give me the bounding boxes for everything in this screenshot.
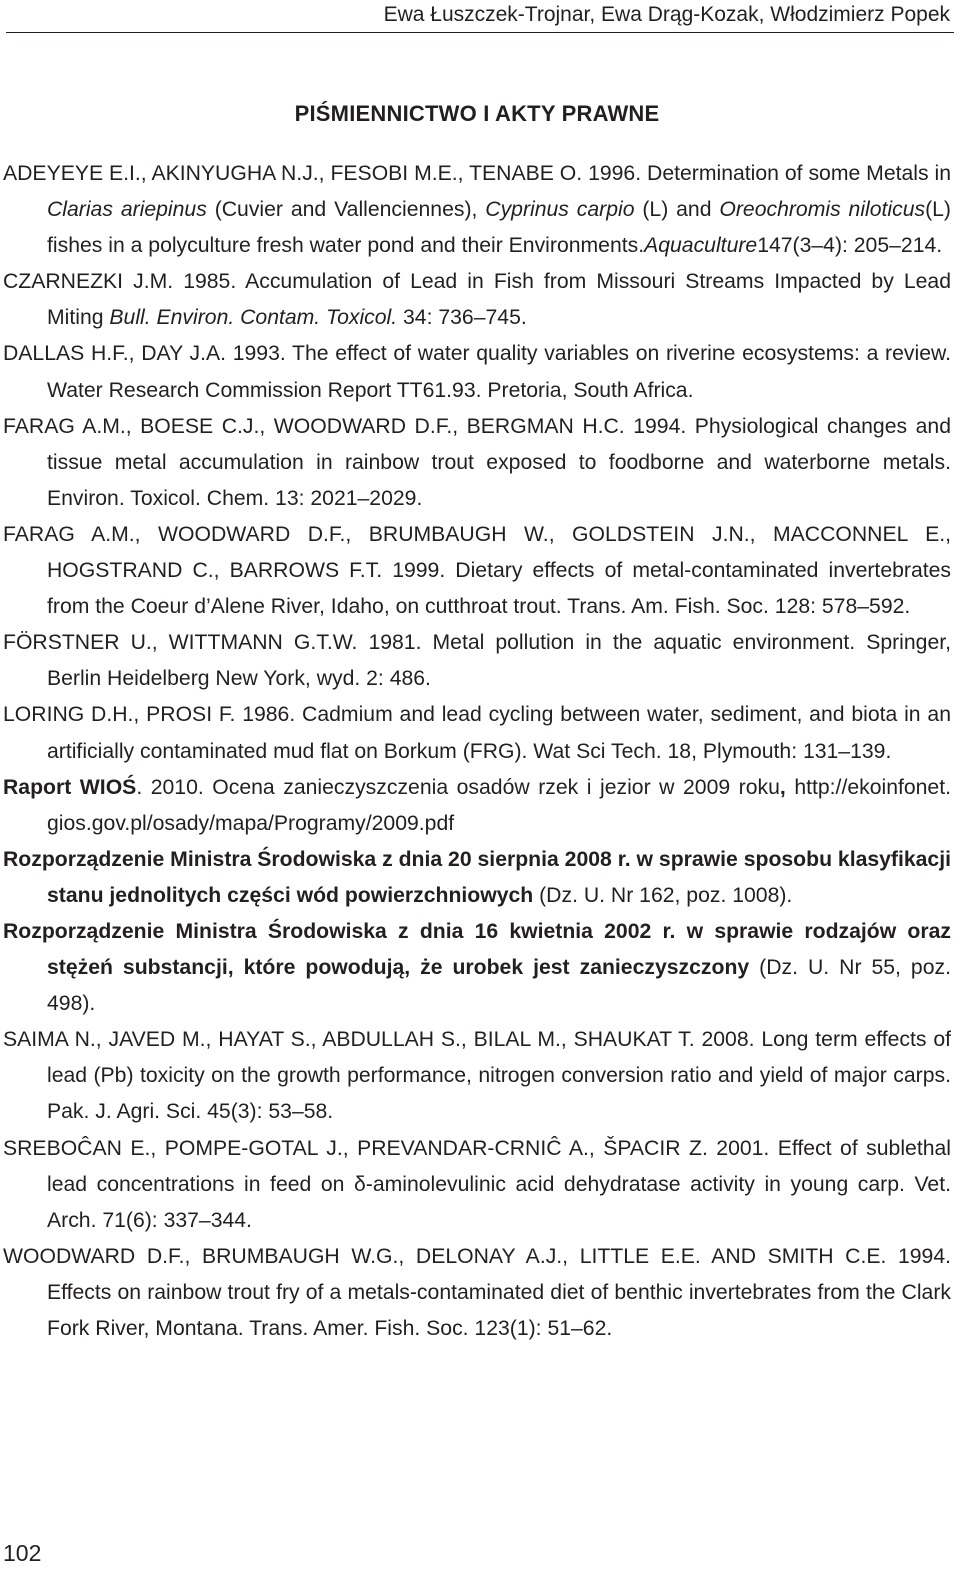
reference-text: (Dz. U. Nr 162, poz. 1008). <box>533 883 793 907</box>
reference-italic-text: Cyprinus carpio <box>485 198 635 222</box>
reference-entry <box>3 697 951 769</box>
section-title: PIŚMIENNICTWO I AKTY PRAWNE <box>294 101 660 126</box>
reference-entry <box>3 1022 951 1130</box>
reference-entry <box>3 156 951 264</box>
reference-entry <box>3 409 951 517</box>
reference-text: CZARNEZKI J.M. 1985. Accumulation of Lead in Fish from Missouri Streams Impacted by Lead Miting <box>3 270 951 330</box>
reference-entry <box>3 336 951 408</box>
reference-text: . 2010. Ocena zanieczyszczenia osadów rzek i jezior w 2009 roku <box>136 775 780 799</box>
reference-text: (Dz. U. Nr 55, poz. 498). <box>47 956 951 1016</box>
reference-bold-text: Rozporządzenie Ministra Środowiska z dnia 16 kwietnia 2002 r. w sprawie rodzajów oraz stężeń substancji, które powodują, że urobek jest zanieczyszczony <box>3 919 951 980</box>
reference-text: SREBOĈAN E., POMPE-GOTAL J., PREVANDAR-CRNIĈ A., ŠPACIR Z. 2001. Effect of sublethal lead concentrations in feed on δ-aminolevulinic acid dehydratase activity in young carp. Vet. Arch. 71(6): 337–344. <box>3 1136 951 1232</box>
reference-text: DALLAS H.F., DAY J.A. 1993. The effect of water quality variables on riverine ecosystems: a review. Water Research Commission Report TT61.93. Pretoria, South Africa. <box>3 342 951 402</box>
reference-text: FARAG A.M., WOODWARD D.F., BRUMBAUGH W., GOLDSTEIN J.N., MACCONNEL E., HOGSTRAND C., BARROWS F.T. 1999. Dietary effects of metal-contaminated invertebrates from the Coeur d’Alene River, Idaho, on cutthroat trout. Trans. Am. Fish. Soc. 128: 578–592. <box>3 522 951 619</box>
page-number: 102 <box>3 1540 42 1566</box>
reference-text: FARAG A.M., BOESE C.J., WOODWARD D.F., BERGMAN H.C. 1994. Physiological changes and tissue metal accumulation in rainbow trout exposed to foodborne and waterborne metals. Environ. Toxicol. Chem. 13: 2021–2029. <box>3 414 951 510</box>
reference-text: ADEYEYE E.I., AKINYUGHA N.J., FESOBI M.E., TENABE O. 1996. Determination of some Metals in <box>3 162 951 185</box>
reference-text: LORING D.H., PROSI F. 1986. Cadmium and lead cycling between water, sediment, and biota in an artificially contaminated mud flat on Borkum (FRG). Wat Sci Tech. 18, Plymouth: 131–139. <box>3 703 951 763</box>
running-header-authors: Ewa Łuszczek-Trojnar, Ewa Drąg-Kozak, Włodzimierz Popek <box>383 3 950 26</box>
reference-text: 34: 736–745. <box>397 306 527 330</box>
reference-entry <box>3 264 951 336</box>
reference-entry <box>3 625 951 697</box>
reference-bold-text: Raport WIOŚ <box>3 775 137 799</box>
reference-entry <box>3 770 951 842</box>
reference-text: WOODWARD D.F., BRUMBAUGH W.G., DELONAY A.J., LITTLE E.E. AND SMITH C.E. 1994. Effects on rainbow trout fry of a metals-contaminated diet of benthic invertebrates from the Clark Fork River, Montana. Trans. Amer. Fish. Soc. 123(1): 51–62. <box>3 1244 951 1340</box>
reference-text: (Cuvier and Vallenciennes), <box>206 198 486 222</box>
reference-text: SAIMA N., JAVED M., HAYAT S., ABDULLAH S., BILAL M., SHAUKAT T. 2008. Long term effects of lead (Pb) toxicity on the growth performance, nitrogen conversion ratio and yield of major carps. Pak. J. Agri. Sci. 45(3): 53–58. <box>3 1028 951 1124</box>
reference-text: (L) fishes in a polyculture fresh water pond and their Environments. <box>47 198 951 258</box>
reference-italic-text: Bull. Environ. Contam. Toxicol. <box>109 306 398 330</box>
reference-entry <box>3 517 951 625</box>
reference-entry <box>3 1131 951 1239</box>
reference-entry <box>3 842 951 914</box>
reference-text: FÖRSTNER U., WITTMANN G.T.W. 1981. Metal pollution in the aquatic environment. Springer, Berlin Heidelberg New York, wyd. 2: 486. <box>3 631 951 691</box>
reference-text: (L) and <box>634 198 720 222</box>
reference-entry <box>3 1239 951 1347</box>
reference-list <box>3 156 951 1347</box>
reference-bold-text: Rozporządzenie Ministra Środowiska z dnia 20 sierpnia 2008 r. w sprawie sposobu klasyfikacji stanu jednolitych części wód powierzchniowych <box>3 847 951 907</box>
reference-text: 147(3–4): 205–214. <box>757 234 943 258</box>
reference-bold-text: , <box>779 775 786 799</box>
reference-italic-text: Aquaculture <box>644 234 758 258</box>
reference-italic-text: Clarias ariepinus <box>47 198 207 222</box>
header-divider <box>6 32 954 33</box>
reference-entry <box>3 914 951 1022</box>
reference-italic-text: Oreochromis niloticus <box>719 198 926 222</box>
reference-text: http://ekoinfonet. gios.gov.pl/osady/mapa/Programy/2009.pdf <box>47 775 951 835</box>
